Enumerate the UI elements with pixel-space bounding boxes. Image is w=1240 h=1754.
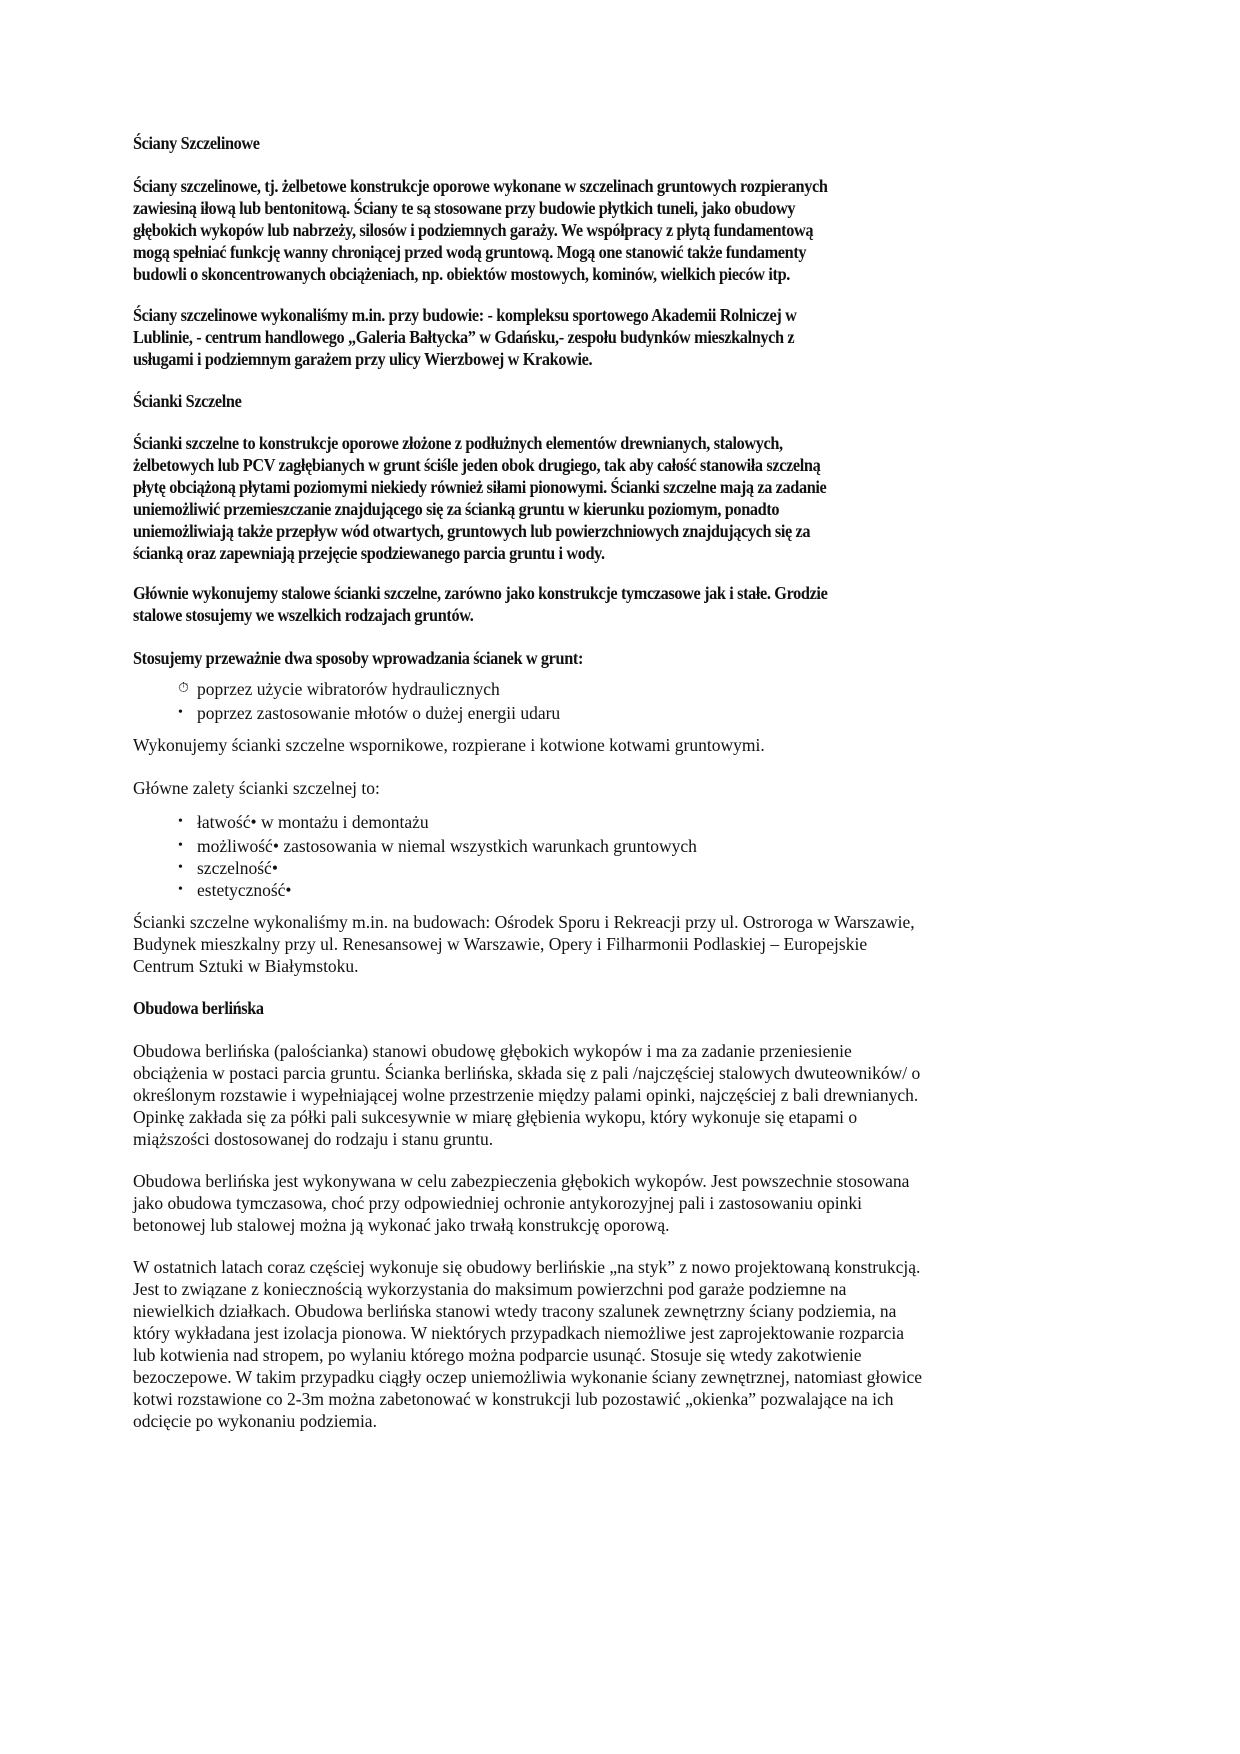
list-item: poprzez zastosowanie młotów o dużej energii udaru bbox=[197, 703, 561, 723]
list-item: łatwość• w montażu i demontażu bbox=[197, 812, 429, 832]
bullet-icon: • bbox=[178, 860, 183, 875]
paragraph-line: odcięcie po wykonaniu podziemia. bbox=[133, 1411, 377, 1431]
list-item: możliwość• zastosowania w niemal wszystkich warunkach gruntowych bbox=[197, 836, 697, 856]
paragraph-line: lub kotwienia nad stropem, po wylaniu którego można podparcie usunąć. Stosuje się wtedy zakotwienie bbox=[133, 1345, 862, 1365]
list-item: szczelność• bbox=[197, 858, 278, 878]
list-item: estetyczność• bbox=[197, 880, 292, 900]
paragraph-line: budowli o skoncentrowanych obciążeniach, np. obiektów mostowych, kominów, wielkich pieców itp. bbox=[133, 264, 790, 284]
list-item: poprzez użycie wibratorów hydraulicznych bbox=[197, 679, 500, 699]
paragraph-line: głębokich wykopów lub nabrzeży, silosów i podziemnych garaży. We współpracy z płytą fundamentową bbox=[133, 220, 814, 240]
paragraph-line: zawiesiną iłową lub bentonitową. Ściany te są stosowane przy budowie płytkich tuneli, jako obudowy bbox=[133, 198, 796, 218]
section-heading: Ściany Szczelinowe bbox=[133, 133, 260, 153]
paragraph-line: Obudowa berlińska (palościanka) stanowi obudowę głębokich wykopów i ma za zadanie przeniesienie bbox=[133, 1041, 852, 1061]
bullet-icon: • bbox=[178, 838, 183, 853]
paragraph-line: Opinkę zakłada się za półki pali sukcesywnie w miarę głębienia wykopu, który wykonuje się etapami o bbox=[133, 1107, 858, 1127]
paragraph-line: uniemożliwić przemieszczanie znajdującego się za ścianką gruntu w kierunku poziomym, ponadto bbox=[133, 499, 780, 519]
paragraph-line: Lublinie, - centrum handlowego „Galeria Bałtycka” w Gdańsku,- zespołu budynków mieszkalnych z bbox=[133, 327, 795, 347]
paragraph-line: Stosujemy przeważnie dwa sposoby wprowadzania ścianek w grunt: bbox=[133, 648, 584, 668]
section-heading: Obudowa berlińska bbox=[133, 998, 264, 1018]
paragraph-line: Ściany szczelinowe wykonaliśmy m.in. przy budowie: - kompleksu sportowego Akademii Rolniczej w bbox=[133, 305, 797, 325]
paragraph-line: niewielkich działkach. Obudowa berlińska stanowi wtedy tracony szalunek zewnętrzny ściany podziemia, na bbox=[133, 1301, 897, 1321]
paragraph-line: uniemożliwiają także przepływ wód otwartych, gruntowych lub powierzchniowych znajdujących się za bbox=[133, 521, 811, 541]
paragraph-line: Główne zalety ścianki szczelnej to: bbox=[133, 778, 380, 798]
paragraph-line: W ostatnich latach coraz częściej wykonuje się obudowy berlińskie „na styk” z nowo projektowaną konstrukcją. bbox=[133, 1257, 921, 1277]
paragraph-line: kotwi rozstawione co 2-3m można zabetonować w konstrukcji lub pozostawić „okienka” pozwalające na ich bbox=[133, 1389, 894, 1409]
paragraph-line: określonym rozstawie i wypełniającej wolne przestrzenie między palami opinki, najczęściej z bali drewnianych. bbox=[133, 1085, 919, 1105]
bullet-icon: • bbox=[178, 705, 183, 720]
paragraph-line: płytę obciążoną płytami poziomymi niekiedy również siłami pionowymi. Ścianki szczelne mają za zadanie bbox=[133, 477, 827, 497]
paragraph-line: Jest to związane z koniecznością wykorzystania do maksimum powierzchni pod garaże podziemne na bbox=[133, 1279, 847, 1299]
paragraph-line: usługami i podziemnym garażem przy ulicy Wierzbowej w Krakowie. bbox=[133, 349, 593, 369]
clock-bullet-icon: ⏱ bbox=[178, 681, 189, 696]
paragraph-line: Ściany szczelinowe, tj. żelbetowe konstrukcje oporowe wykonane w szczelinach gruntowych rozpieranych bbox=[133, 176, 828, 196]
paragraph-line: Centrum Sztuki w Białymstoku. bbox=[133, 956, 359, 976]
paragraph-line: obciążenia w postaci parcia gruntu. Ścianka berlińska, składa się z pali /najczęściej stalowych dwuteowników/ o bbox=[133, 1063, 921, 1083]
paragraph-line: stalowe stosujemy we wszelkich rodzajach gruntów. bbox=[133, 605, 474, 625]
bullet-icon: • bbox=[178, 882, 183, 897]
paragraph-line: Głównie wykonujemy stalowe ścianki szczelne, zarówno jako konstrukcje tymczasowe jak i stałe. Grodzie bbox=[133, 583, 828, 603]
paragraph-line: Obudowa berlińska jest wykonywana w celu zabezpieczenia głębokich wykopów. Jest powszechnie stosowana bbox=[133, 1171, 910, 1191]
paragraph-line: miąższości dostosowanej do rodzaju i stanu gruntu. bbox=[133, 1129, 494, 1149]
section-heading: Ścianki Szczelne bbox=[133, 391, 242, 411]
bullet-icon: • bbox=[178, 814, 183, 829]
paragraph-line: Budynek mieszkalny przy ul. Renesansowej w Warszawie, Opery i Filharmonii Podlaskiej – Europejskie bbox=[133, 934, 868, 954]
paragraph-line: jako obudowa tymczasowa, choć przy odpowiedniej ochronie antykorozyjnej pali i zastosowaniu opinki bbox=[133, 1193, 862, 1213]
paragraph-line: który wykładana jest izolacja pionowa. W niektórych przypadkach niemożliwe jest zaprojektowanie rozparcia bbox=[133, 1323, 904, 1343]
paragraph-line: bezoczepowe. W takim przypadku ciągły oczep uniemożliwia wykonanie ściany zewnętrznej, natomiast głowice bbox=[133, 1367, 922, 1387]
paragraph-line: betonowej lub stalowej można ją wykonać jako trwałą konstrukcję oporową. bbox=[133, 1215, 670, 1235]
paragraph-line: ścianką oraz zapewniają przejęcie spodziewanego parcia gruntu i wody. bbox=[133, 543, 605, 563]
paragraph-line: Ścianki szczelne to konstrukcje oporowe złożone z podłużnych elementów drewnianych, stalowych, bbox=[133, 433, 783, 453]
paragraph-line: żelbetowych lub PCV zagłębianych w grunt ściśle jeden obok drugiego, tak aby całość stanowiła szczelną bbox=[133, 455, 821, 475]
paragraph-line: Wykonujemy ścianki szczelne wspornikowe, rozpierane i kotwione kotwami gruntowymi. bbox=[133, 735, 765, 755]
paragraph-line: Ścianki szczelne wykonaliśmy m.in. na budowach: Ośrodek Sporu i Rekreacji przy ul. Ostroroga w Warszawie, bbox=[133, 912, 915, 932]
paragraph-line: mogą spełniać funkcję wanny chroniącej przed wodą gruntową. Mogą one stanowić także fundamenty bbox=[133, 242, 807, 262]
